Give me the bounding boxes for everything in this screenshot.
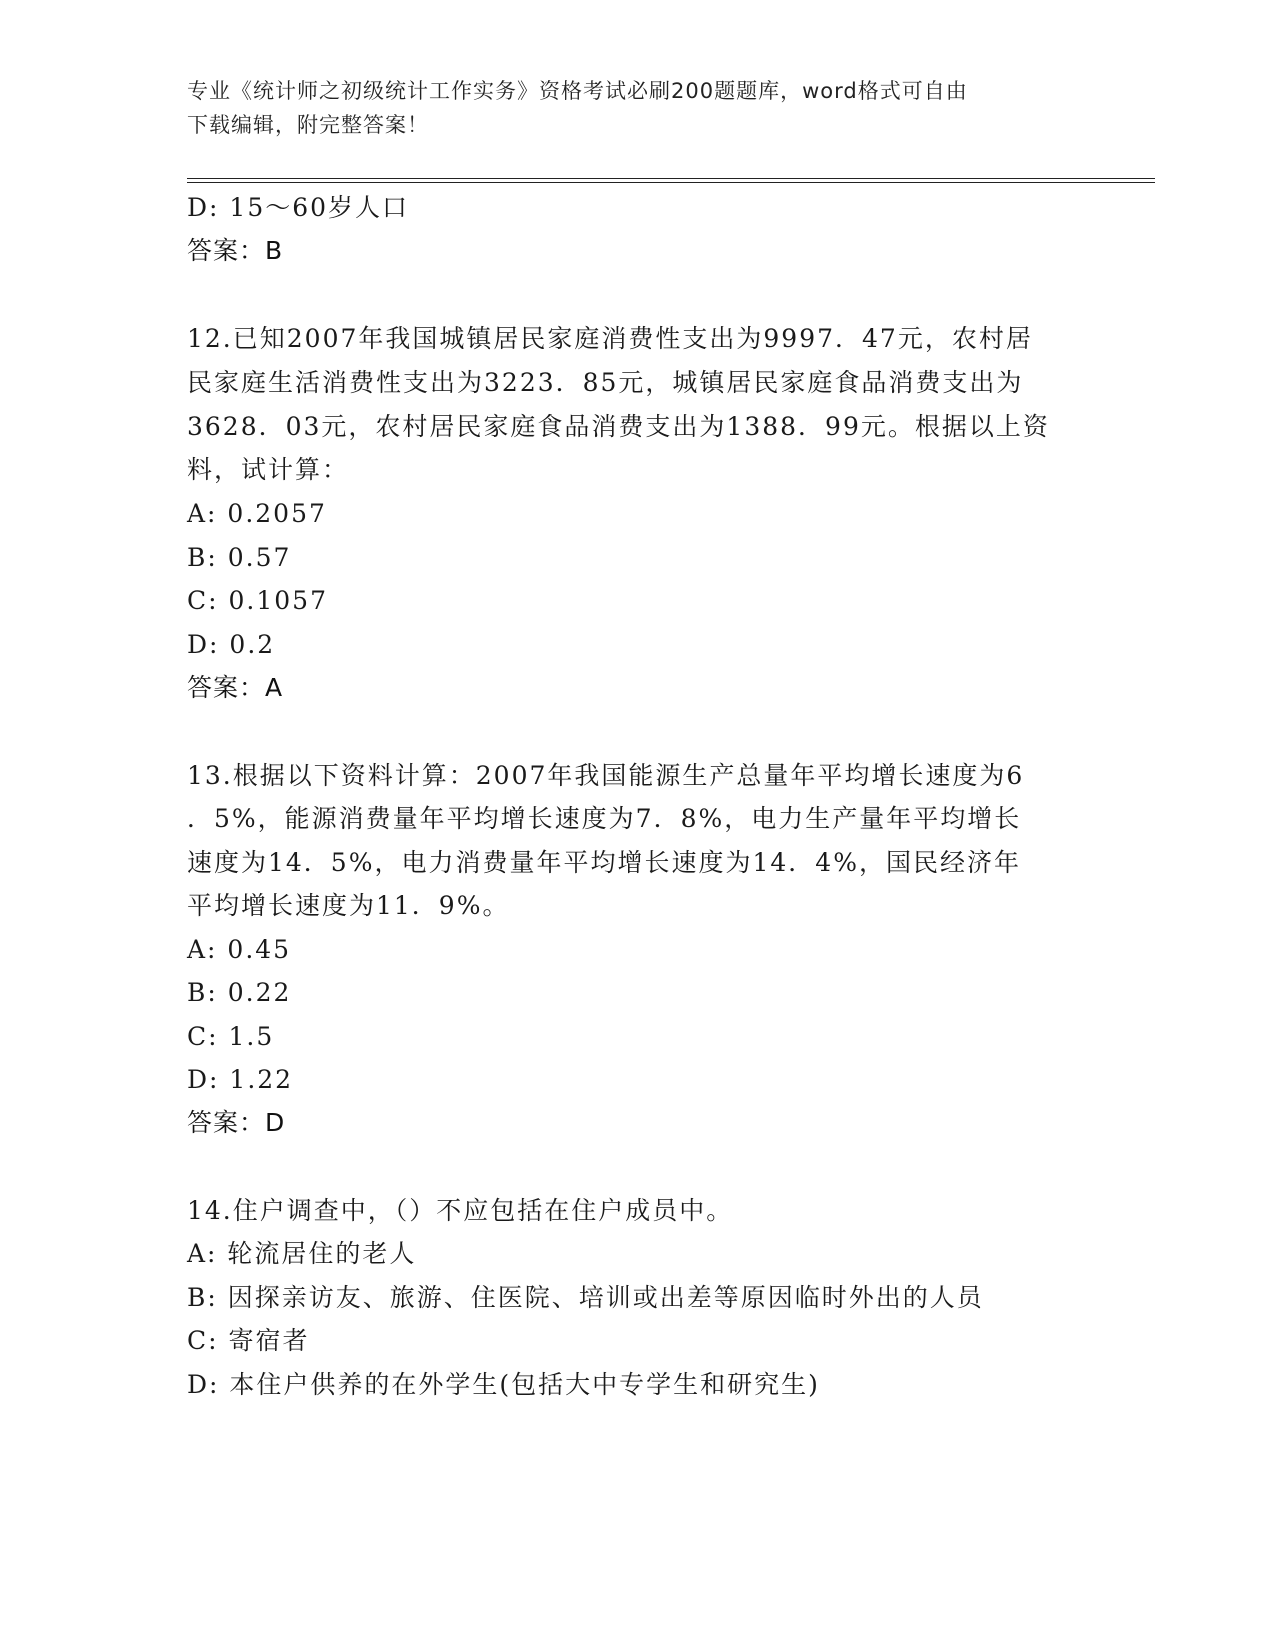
q11-answer: 答案：B (187, 236, 284, 265)
q13-stem-line-4: 平均增长速度为11．9%。 (187, 891, 510, 920)
q13-answer: 答案：D (187, 1108, 286, 1137)
q13-stem-line-3: 速度为14．5%，电力消费量年平均增长速度为14．4%，国民经济年 (187, 848, 1021, 877)
q12-stem-line-3: 3628．03元，农村居民家庭食品消费支出为1388．99元。根据以上资 (187, 412, 1050, 441)
q14-option-a: A: 轮流居住的老人 (187, 1239, 417, 1268)
q12-option-d: D: 0.2 (187, 630, 276, 659)
q13-option-c: C: 1.5 (187, 1022, 275, 1051)
q12-option-b: B: 0.57 (187, 543, 292, 572)
q14-option-d: D: 本住户供养的在外学生(包括大中专学生和研究生) (187, 1370, 820, 1399)
q12-answer: 答案：A (187, 673, 284, 702)
q13-stem-line-2: ．5%，能源消费量年平均增长速度为7．8%，电力生产量年平均增长 (187, 804, 1022, 833)
q12-stem-line-1: 12.已知2007年我国城镇居民家庭消费性支出为9997．47元，农村居 (187, 324, 1033, 353)
q13-option-b: B: 0.22 (187, 978, 292, 1007)
q12-option-a: A: 0.2057 (187, 499, 327, 528)
q13-option-a: A: 0.45 (187, 935, 292, 964)
q12-stem-line-4: 料，试计算： (187, 455, 350, 484)
q12-option-c: C: 0.1057 (187, 586, 328, 615)
header-line-2: 下载编辑，附完整答案！ (187, 113, 429, 137)
header-rule-top (187, 178, 1155, 179)
q14-stem-line-1: 14.住户调查中，（）不应包括在住户成员中。 (187, 1196, 734, 1225)
header-line-1: 专业《统计师之初级统计工作实务》资格考试必刷200题题库，word格式可自由 (187, 79, 968, 103)
q13-stem-line-1: 13.根据以下资料计算：2007年我国能源生产总量年平均增长速度为6 (187, 761, 1025, 790)
header-rule-bottom (187, 182, 1155, 183)
page-header (187, 74, 1077, 142)
q11-option-d: D: 15～60岁人口 (187, 193, 410, 222)
q14-option-c: C: 寄宿者 (187, 1326, 310, 1355)
q12-stem-line-2: 民家庭生活消费性支出为3223．85元，城镇居民家庭食品消费支出为 (187, 368, 1024, 397)
q13-option-d: D: 1.22 (187, 1065, 294, 1094)
q14-option-b: B: 因探亲访友、旅游、住医院、培训或出差等原因临时外出的人员 (187, 1283, 984, 1312)
